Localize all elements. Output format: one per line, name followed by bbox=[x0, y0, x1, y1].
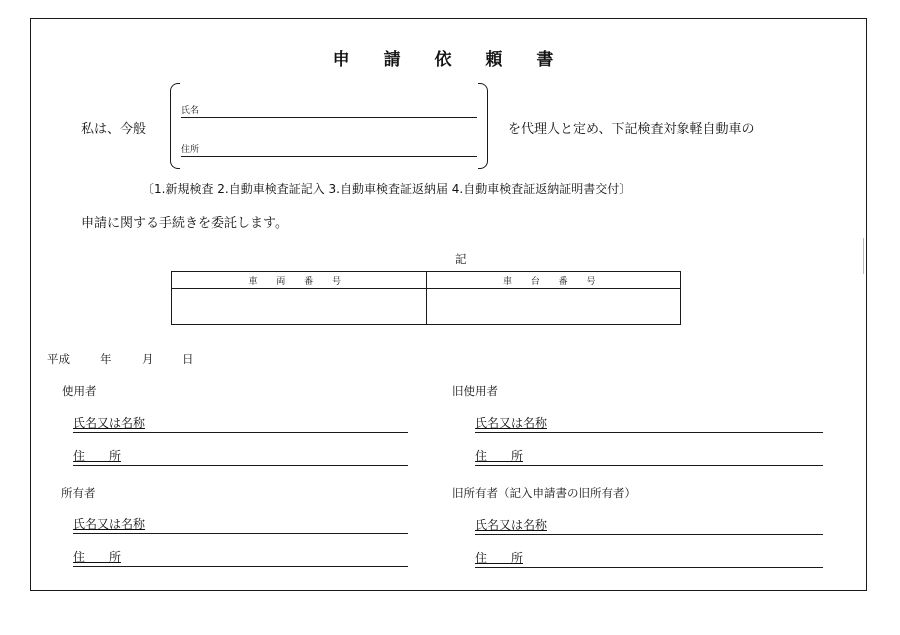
intro-suffix: を代理人と定め、下記検査対象軽自動車の bbox=[508, 122, 755, 137]
former-owner-address-field[interactable] bbox=[475, 551, 823, 568]
owner-address-label: 住 所 bbox=[73, 550, 122, 564]
intro-prefix: 私は、今般 bbox=[81, 122, 147, 137]
former-user-name-label: 氏名又は名称 bbox=[475, 416, 548, 430]
user-name-field[interactable] bbox=[73, 416, 408, 433]
date-era: 平成 bbox=[47, 352, 70, 366]
user-heading: 使用者 bbox=[62, 384, 97, 398]
chassis-number-header: 車 台 番 号 bbox=[426, 272, 681, 289]
former-owner-name-label: 氏名又は名称 bbox=[475, 518, 548, 532]
owner-heading: 所有者 bbox=[61, 486, 96, 500]
agent-address-field[interactable] bbox=[181, 142, 477, 157]
date-day-label: 日 bbox=[182, 352, 194, 366]
agent-name-field[interactable] bbox=[181, 103, 477, 118]
vehicle-number-cell[interactable] bbox=[172, 289, 427, 325]
former-owner-name-field[interactable] bbox=[475, 518, 823, 535]
date-month-label: 月 bbox=[142, 352, 154, 366]
vehicle-number-header: 車 両 番 号 bbox=[172, 272, 427, 289]
scan-artifact-line bbox=[863, 238, 864, 274]
chassis-number-cell[interactable] bbox=[426, 289, 681, 325]
delegation-sentence: 申請に関する手続きを委託します。 bbox=[81, 216, 288, 231]
owner-address-field[interactable] bbox=[73, 550, 408, 567]
procedure-options: 〔1.新規検査 2.自動車検査証記入 3.自動車検査証返納届 4.自動車検査証返納証明書交付〕 bbox=[142, 182, 632, 196]
document-title: 申 請 依 頼 書 bbox=[332, 50, 568, 70]
user-address-field[interactable] bbox=[73, 449, 408, 466]
ki-heading: 記 bbox=[455, 252, 467, 266]
date-year-label: 年 bbox=[100, 352, 112, 366]
former-user-address-label: 住 所 bbox=[475, 449, 524, 463]
right-bracket bbox=[478, 83, 488, 169]
owner-name-label: 氏名又は名称 bbox=[73, 517, 146, 531]
former-owner-address-label: 住 所 bbox=[475, 551, 524, 565]
former-owner-heading: 旧所有者（記入申請書の旧所有者） bbox=[452, 486, 636, 500]
agent-name-label: 氏名 bbox=[181, 106, 200, 116]
left-bracket bbox=[170, 83, 180, 169]
vehicle-table bbox=[171, 271, 681, 325]
former-user-address-field[interactable] bbox=[475, 449, 823, 466]
former-user-heading: 旧使用者 bbox=[452, 384, 498, 398]
user-name-label: 氏名又は名称 bbox=[73, 416, 146, 430]
former-user-name-field[interactable] bbox=[475, 416, 823, 433]
user-address-label: 住 所 bbox=[73, 449, 122, 463]
owner-name-field[interactable] bbox=[73, 517, 408, 534]
agent-address-label: 住所 bbox=[181, 145, 200, 155]
